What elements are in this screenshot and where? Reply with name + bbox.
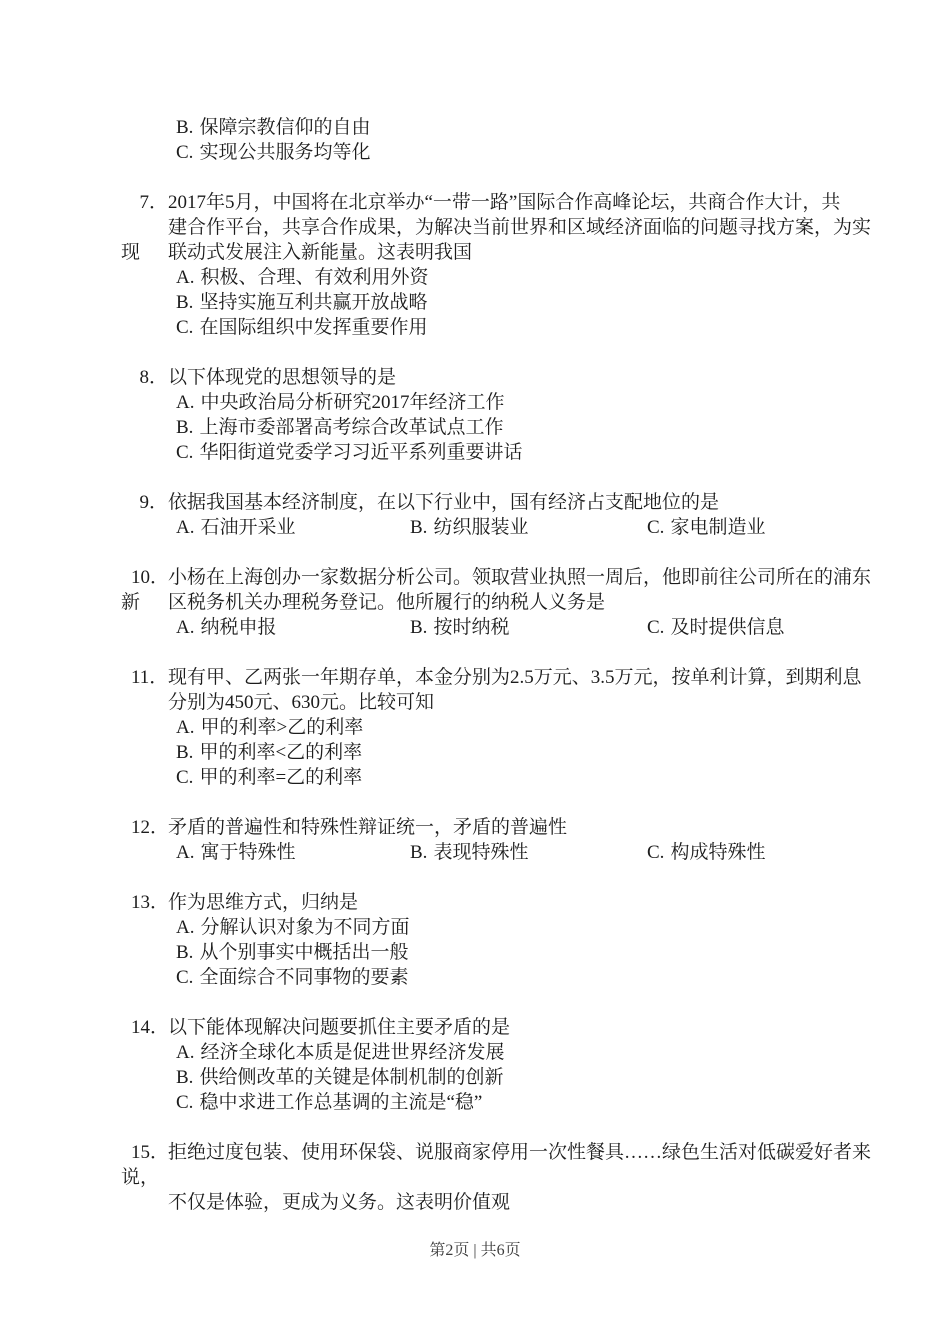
question-text: 依据我国基本经济制度，在以下行业中，国有经济占支配地位的是 <box>168 492 720 513</box>
question-text: 区税务机关办理税务登记。他所履行的纳税人义务是 <box>168 592 606 613</box>
question-text: 矛盾的普遍性和特殊性辩证统一，矛盾的普遍性 <box>168 817 568 838</box>
question-number: 11． <box>131 667 169 688</box>
question-number: 12． <box>131 817 170 838</box>
option-text: 表现特殊性 <box>433 842 529 863</box>
question-block <box>0 365 950 465</box>
option-label: B. <box>176 742 194 763</box>
question-first-line <box>0 890 950 915</box>
question-first-line <box>0 190 950 215</box>
option <box>0 315 950 340</box>
question-continuation-line <box>0 690 950 715</box>
option-label: B. <box>176 417 194 438</box>
question-block <box>0 565 950 640</box>
question-first-line <box>0 565 950 590</box>
question-text: 现有甲、乙两张一年期存单，本金分别为2.5万元、3.5万元，按单利计算，到期利息 <box>168 667 862 688</box>
question-number: 15． <box>131 1142 170 1163</box>
question-number: 14． <box>131 1017 170 1038</box>
hanging-char: 现 <box>121 242 141 263</box>
option <box>0 1040 950 1065</box>
option-label: B. <box>410 842 428 863</box>
option-text: 上海市委部署高考综合改革试点工作 <box>199 417 504 438</box>
question-first-line <box>0 365 950 390</box>
question-block <box>0 665 950 790</box>
question-number: 9． <box>139 492 168 513</box>
question-first-line <box>0 490 950 515</box>
question-block <box>0 490 950 540</box>
question-continuation-line <box>0 240 950 265</box>
option-label: A. <box>176 517 195 538</box>
question-number: 8． <box>139 367 168 388</box>
question-text: 小杨在上海创办一家数据分析公司。领取营业执照一周后，他即前往公司所在的浦东 <box>168 567 872 588</box>
option-label: C. <box>176 317 194 338</box>
option <box>0 440 950 465</box>
option-label: A. <box>176 267 195 288</box>
option-label: C. <box>176 1092 194 1113</box>
option <box>176 840 410 865</box>
option-text: 保障宗教信仰的自由 <box>199 117 371 138</box>
option-text: 华阳街道党委学习习近平系列重要讲话 <box>199 442 523 463</box>
option-label: A. <box>176 392 195 413</box>
option <box>0 940 950 965</box>
option-label: C. <box>176 767 194 788</box>
option-label: A. <box>176 617 195 638</box>
option <box>0 290 950 315</box>
option-label: C. <box>176 967 194 988</box>
hanging-char: 新 <box>121 592 141 613</box>
question-block <box>0 890 950 990</box>
option <box>410 515 647 540</box>
question-number: 13． <box>131 892 170 913</box>
option <box>176 615 410 640</box>
question-number: 7． <box>139 192 168 213</box>
option-text: 及时提供信息 <box>670 617 785 638</box>
option <box>0 965 950 990</box>
option-text: 纳税申报 <box>200 617 277 638</box>
option-text: 石油开采业 <box>200 517 296 538</box>
option-text: 实现公共服务均等化 <box>199 142 371 163</box>
option-label: B. <box>176 1067 194 1088</box>
question-text: 联动式发展注入新能量。这表明我国 <box>168 242 473 263</box>
option <box>647 515 950 540</box>
option <box>0 765 950 790</box>
option <box>410 615 647 640</box>
option <box>0 1065 950 1090</box>
option-text: 从个别事实中概括出一般 <box>199 942 409 963</box>
option-label: C. <box>176 142 194 163</box>
question-continuation-line <box>0 590 950 615</box>
option <box>0 740 950 765</box>
option-text: 积极、合理、有效利用外资 <box>200 267 429 288</box>
option-text: 纺织服装业 <box>433 517 529 538</box>
option-label: C. <box>647 617 665 638</box>
question-text: 以下体现党的思想领导的是 <box>168 367 397 388</box>
option-text: 分解认识对象为不同方面 <box>200 917 410 938</box>
option <box>0 715 950 740</box>
option-text: 构成特殊性 <box>670 842 766 863</box>
option-label: A. <box>176 717 195 738</box>
option-label: B. <box>410 617 428 638</box>
question-text: 拒绝过度包装、使用环保袋、说服商家停用一次性餐具……绿色生活对低碳爱好者来 <box>168 1142 872 1163</box>
question-first-line <box>0 665 950 690</box>
question-text: 2017年5月，中国将在北京举办“一带一路”国际合作高峰论坛，共商合作大计，共 <box>168 192 841 213</box>
question-first-line <box>0 1140 950 1165</box>
question-block <box>0 815 950 865</box>
option-label: C. <box>647 842 665 863</box>
option <box>410 840 647 865</box>
option <box>0 390 950 415</box>
hanging-char: 说， <box>121 1167 160 1188</box>
question-first-line <box>0 815 950 840</box>
page-footer <box>0 1240 950 1262</box>
options-row <box>0 515 950 540</box>
option <box>0 140 950 165</box>
option-label: C. <box>647 517 665 538</box>
question-text: 作为思维方式，归纳是 <box>168 892 359 913</box>
option <box>0 1090 950 1115</box>
page-number: 第2页 | 共6页 <box>429 1242 521 1259</box>
question-continuation-line <box>0 1165 950 1190</box>
option-text: 稳中求进工作总基调的主流是“稳” <box>199 1092 483 1113</box>
question-number: 10． <box>131 567 170 588</box>
option-text: 家电制造业 <box>670 517 766 538</box>
option-text: 经济全球化本质是促进世界经济发展 <box>200 1042 505 1063</box>
option-text: 寓于特殊性 <box>200 842 296 863</box>
question-continuation-line <box>0 215 950 240</box>
option <box>0 115 950 140</box>
option <box>647 615 950 640</box>
option-text: 在国际组织中发挥重要作用 <box>199 317 428 338</box>
option-text: 甲的利率<乙的利率 <box>199 742 363 763</box>
option-text: 按时纳税 <box>433 617 510 638</box>
question-text: 分别为450元、630元。比较可知 <box>168 692 435 713</box>
option-label: B. <box>176 942 194 963</box>
option-text: 全面综合不同事物的要素 <box>199 967 409 988</box>
option <box>647 840 950 865</box>
question-block <box>0 1015 950 1115</box>
option <box>0 415 950 440</box>
option <box>176 515 410 540</box>
question-text: 建合作平台，共享合作成果，为解决当前世界和区域经济面临的问题寻找方案，为实 <box>168 217 872 238</box>
option-text: 坚持实施互利共赢开放战略 <box>199 292 428 313</box>
question-first-line <box>0 1015 950 1040</box>
option-text: 中央政治局分析研究2017年经济工作 <box>200 392 505 413</box>
question-continuation-line <box>0 1190 950 1215</box>
options-row <box>0 615 950 640</box>
option-text: 甲的利率=乙的利率 <box>199 767 363 788</box>
question-text: 以下能体现解决问题要抓住主要矛盾的是 <box>168 1017 511 1038</box>
question-block <box>0 1140 950 1215</box>
options-row <box>0 840 950 865</box>
option <box>0 915 950 940</box>
question-block <box>0 190 950 340</box>
option-label: B. <box>410 517 428 538</box>
option-label: A. <box>176 917 195 938</box>
question-text: 不仅是体验，更成为义务。这表明价值观 <box>168 1192 511 1213</box>
option-label: C. <box>176 442 194 463</box>
option-text: 供给侧改革的关键是体制机制的创新 <box>199 1067 504 1088</box>
option <box>0 265 950 290</box>
option-label: B. <box>176 292 194 313</box>
option-text: 甲的利率>乙的利率 <box>200 717 364 738</box>
option-label: B. <box>176 117 194 138</box>
question-block <box>0 115 950 165</box>
option-label: A. <box>176 1042 195 1063</box>
option-label: A. <box>176 842 195 863</box>
